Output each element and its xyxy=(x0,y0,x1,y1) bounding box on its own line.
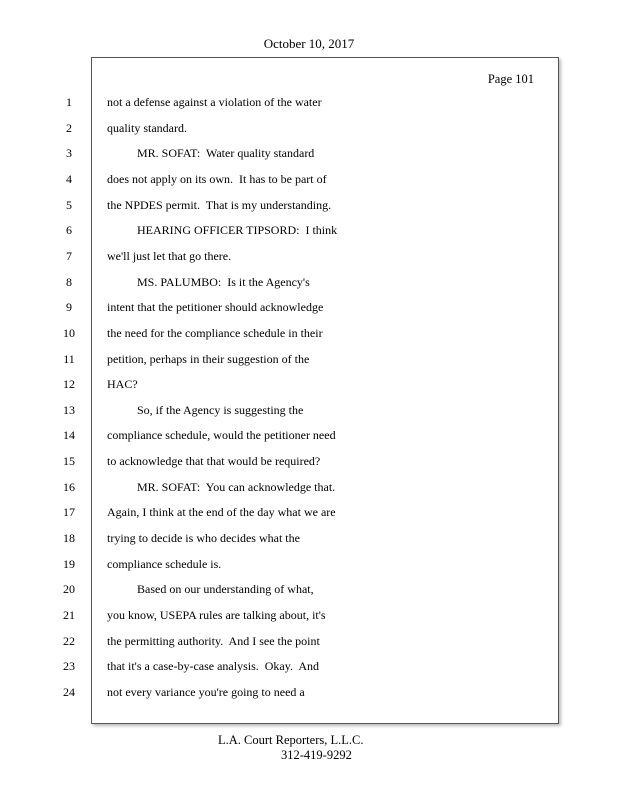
line-text: you know, USEPA rules are talking about, it's xyxy=(107,608,326,622)
line-text: HAC? xyxy=(107,377,138,391)
line-number: 4 xyxy=(66,172,72,186)
line-text: the permitting authority. And I see the point xyxy=(107,634,320,648)
line-number: 10 xyxy=(63,326,75,340)
line-number: 8 xyxy=(66,275,72,289)
line-text: the need for the compliance schedule in their xyxy=(107,326,323,340)
line-text: HEARING OFFICER TIPSORD: I think xyxy=(107,223,338,237)
line-number: 15 xyxy=(63,454,75,468)
line-text: quality standard. xyxy=(107,121,187,135)
header-date: October 10, 2017 xyxy=(263,36,355,51)
line-text: petition, perhaps in their suggestion of the xyxy=(107,352,310,366)
line-text: MR. SOFAT: Water quality standard xyxy=(107,146,315,160)
line-number: 19 xyxy=(63,557,75,571)
line-number: 14 xyxy=(63,428,75,442)
line-text: not a defense against a violation of the water xyxy=(107,95,322,109)
line-number: 23 xyxy=(63,659,75,673)
line-number: 22 xyxy=(63,634,75,648)
line-number: 18 xyxy=(63,531,75,545)
line-text: MR. SOFAT: You can acknowledge that. xyxy=(107,480,336,494)
line-number: 6 xyxy=(66,223,72,237)
line-number: 17 xyxy=(63,505,75,519)
line-number: 24 xyxy=(63,685,75,699)
line-number: 7 xyxy=(66,249,72,263)
line-number: 3 xyxy=(66,146,72,160)
line-number: 21 xyxy=(63,608,75,622)
page-number: Page 101 xyxy=(487,72,534,86)
line-text: does not apply on its own. It has to be part of xyxy=(107,172,327,186)
line-text: trying to decide is who decides what the xyxy=(107,531,300,545)
line-text: compliance schedule, would the petitioner need xyxy=(107,428,336,442)
line-text: that it's a case-by-case analysis. Okay. And xyxy=(107,659,319,673)
line-text: Again, I think at the end of the day what we are xyxy=(107,505,336,519)
footer-phone: 312-419-9292 xyxy=(281,748,352,762)
line-number: 1 xyxy=(66,95,72,109)
line-text: not every variance you're going to need a xyxy=(107,685,305,699)
line-number: 12 xyxy=(63,377,75,391)
line-text: we'll just let that go there. xyxy=(107,249,232,263)
line-number: 5 xyxy=(66,198,72,212)
line-text: MS. PALUMBO: Is it the Agency's xyxy=(107,275,310,289)
line-text: the NPDES permit. That is my understanding. xyxy=(107,198,332,212)
line-text: So, if the Agency is suggesting the xyxy=(107,403,304,417)
line-number: 9 xyxy=(66,300,72,314)
line-number: 16 xyxy=(63,480,75,494)
footer-company: L.A. Court Reporters, L.L.C. xyxy=(218,733,364,747)
line-text: Based on our understanding of what, xyxy=(107,582,314,596)
line-text: compliance schedule is. xyxy=(107,557,222,571)
line-text: to acknowledge that that would be required? xyxy=(107,454,321,468)
line-number: 20 xyxy=(63,582,75,596)
line-number: 13 xyxy=(63,403,75,417)
line-number: 11 xyxy=(63,352,75,366)
line-number: 2 xyxy=(66,121,72,135)
line-text: intent that the petitioner should acknowledge xyxy=(107,300,324,314)
